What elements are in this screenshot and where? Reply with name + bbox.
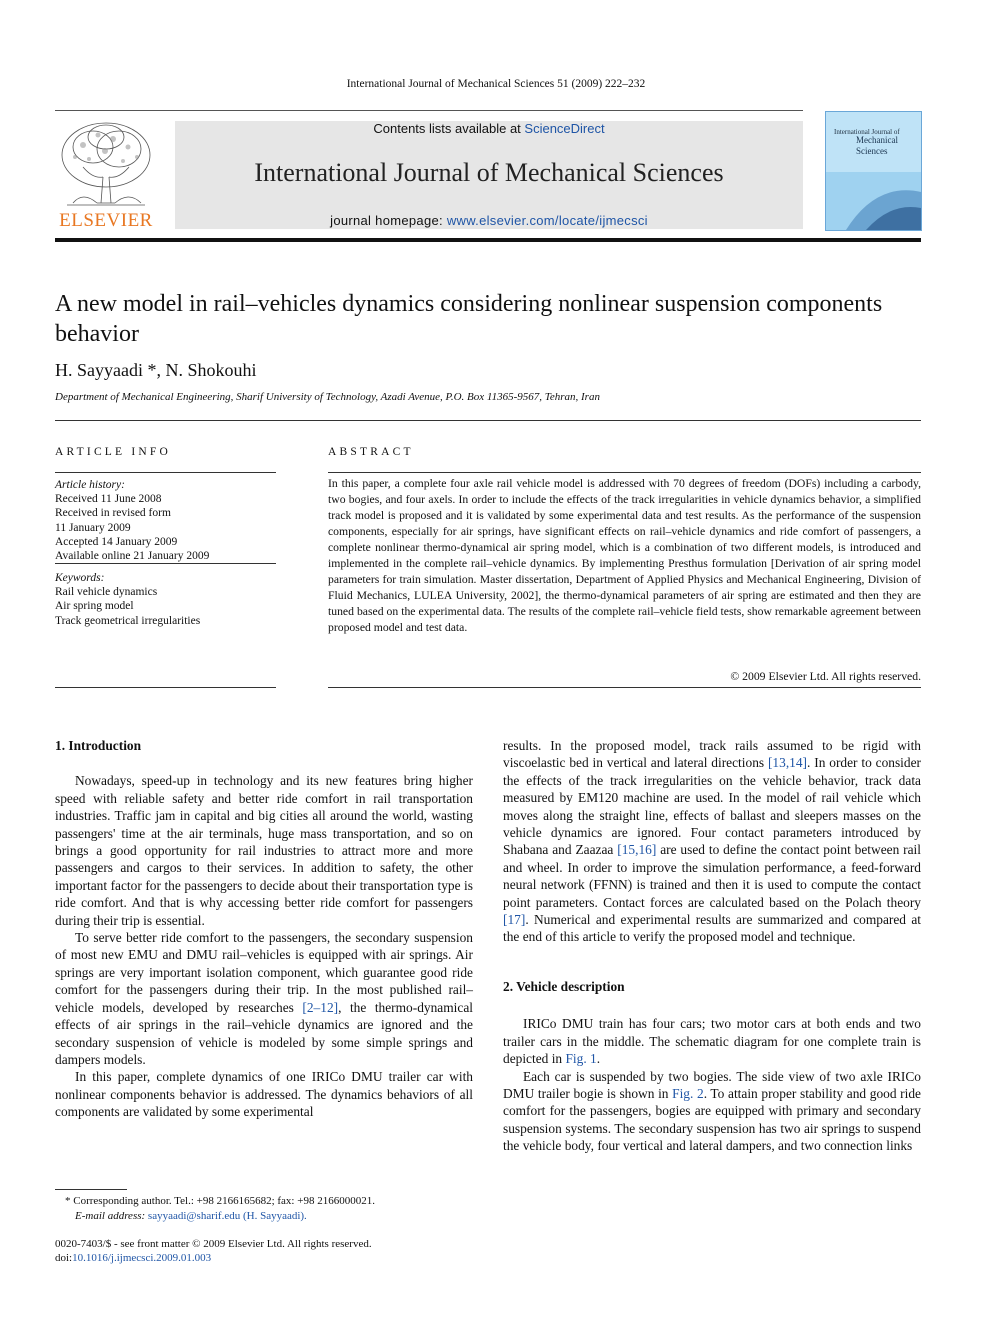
article-title: A new model in rail–vehicles dynamics considering nonlinear suspension components behavior — [55, 291, 883, 347]
info-bottom-rule — [55, 687, 276, 688]
cover-graphic — [826, 172, 921, 230]
footnote-rule — [55, 1189, 127, 1190]
affiliation: Department of Mechanical Engineering, Sharif University of Technology, Azadi Avenue, P.O. Box 11365-9567, Tehran, Iran — [55, 391, 600, 403]
abstract-bottom-rule — [328, 687, 921, 688]
contents-line: Contents lists available at ScienceDirect — [373, 121, 605, 136]
keyword-item: Air spring model — [55, 600, 134, 613]
doi-line: doi:10.1016/j.ijmecsci.2009.01.003 — [55, 1252, 212, 1264]
issn-line: 0020-7403/$ - see front matter © 2009 Elsevier Ltd. All rights reserved. — [55, 1238, 372, 1250]
abstract-heading: ABSTRACT — [328, 446, 414, 458]
corresponding-author-note: * Corresponding author. Tel.: +98 2166165682; fax: +98 2166000021. — [65, 1195, 375, 1207]
history-line: Accepted 14 January 2009 — [55, 535, 178, 548]
publisher-wordmark: ELSEVIER — [59, 210, 153, 231]
keywords: Keywords: Rail vehicle dynamics Air spring model Track geometrical irregularities — [55, 571, 276, 628]
history-line: Received 11 June 2008 — [55, 493, 162, 506]
homepage-link[interactable]: www.elsevier.com/locate/ijmecsci — [446, 213, 648, 228]
history-line: 11 January 2009 — [55, 521, 131, 534]
masthead-rule — [55, 238, 921, 242]
article-history: Article history: Received 11 June 2008 Received in revised form 11 January 2009 Accepted 14 January 2009 Available online 21 January 2009 — [55, 478, 276, 563]
header-rule — [55, 110, 803, 111]
citation-link[interactable]: [17] — [503, 912, 526, 928]
paragraph: In this paper, complete dynamics of one IRICo DMU trailer car with nonlinear components behavior is addressed. The dynamics behaviors of all components are validated by some experimental — [55, 1069, 473, 1120]
article-info-heading: ARTICLE INFO — [55, 446, 171, 458]
history-line: Received in revised form — [55, 507, 171, 520]
keyword-item: Rail vehicle dynamics — [55, 586, 158, 599]
paragraph: Nowadays, speed-up in technology and its new features bring higher speed with reliable safety and better ride comfort in rail transportation industries. Traffic jam in capital and big cities all around the world, wasting passengers' time at the air terminals, huge mass transportation, and so on brings a good opportunity for rail industries to attract more and more passengers and cargos to their services. In addition to safety, the other important factor for the passengers to decide about their transportation type is ride comfort. And that is why accessing better ride comfort for passengers during their trip is essential. — [55, 773, 473, 928]
doi-link[interactable]: 10.1016/j.ijmecsci.2009.01.003 — [72, 1252, 212, 1264]
article-info-rule — [55, 472, 276, 473]
figure-link[interactable]: Fig. 2 — [672, 1085, 704, 1101]
keyword-item: Track geometrical irregularities — [55, 614, 201, 627]
citation-link[interactable]: [13,14] — [767, 755, 808, 771]
history-line: Available online 21 January 2009 — [55, 550, 210, 563]
paragraph: IRICo DMU train has four cars; two motor cars at both ends and two trailer cars in the middle. The schematic diagram for one complete train is depicted in Fig. 1. — [503, 1016, 921, 1067]
abstract-copyright: © 2009 Elsevier Ltd. All rights reserved. — [730, 670, 921, 683]
paragraph: To serve better ride comfort to the passengers, the secondary suspension of most new EMU and DMU rail–vehicles is equipped with air springs. Air springs are very important isolation component, which guarantee good ride comfort for the passengers during their trip. In the most published rail–vehicle models, developed by researches [2–12], the thermo-dynamical effects of air springs in the rail–vehicle dynamics are ignored and the secondary suspension of vehicle is modeled by some simple springs and dampers models. — [55, 930, 473, 1067]
section-heading-vehicle-description: 2. Vehicle description — [503, 978, 625, 994]
keywords-rule — [55, 563, 276, 564]
email-link[interactable]: sayyaadi@sharif.edu (H. Sayyaadi). — [147, 1210, 307, 1222]
paragraph: results. In the proposed model, track rails assumed to be rigid with viscoelastic bed in vertical and lateral directions [13,14]. In order to consider the effects of the track irregularities on the vehicle behavior, track data measured by EM120 machine are used. In the model of rail vehicle which moves along the straight line, effects of ballast and sleepers masses on the vehicle dynamics are ignored. Four contact parameters introduced by Shabana and Zaazaa [15,16] are used to define the contact point between rail and wheel. In order to improve the simulation performance, a feed-forward neural network (FFNN) is trained and then it is used to compute the contact point parameters. Contact forces are calculated based on the Polach theory [17]. Numerical and experimental results are summarized and compared at the end of this article to verify the proposed model and technique. — [503, 738, 922, 945]
email-note: E-mail address: sayyaadi@sharif.edu (H. Sayyaadi). — [75, 1210, 307, 1222]
abstract-text: In this paper, a complete four axle rail vehicle model is addressed with 70 degrees of freedom (DOFs) including a carbody, two bogies, and four axels. In order to include the effects of the track irregularities in vehicle dynamics behavior, a simplified track model is proposed and it is validated by some experimental data and test results. As the performance of the suspension components, especially for air springs, have significant effects on rail–vehicle dynamics and ride comfort of passengers, a complete nonlinear thermo-dynamical air spring model, which is a combination of two different models, is introduced and implemented in the complete rail–vehicle dynamics. By implementing Presthus formulation [Derivation of air spring model parameters for train simulation. Master dissertation, Department of Applied Physics and Mechanical Engineering, Division of Fluid Mechanics, LULEA University, 2002], the thermo-dynamical parameters of air spring are estimated and then they are tuned based on the experimental data. The results of the complete rail–vehicle field tests, show remarkable agreement between proposed model and test data. — [328, 477, 921, 634]
section-heading-introduction: 1. Introduction — [55, 738, 142, 753]
right-column — [503, 737, 921, 1155]
abstract-rule — [328, 472, 921, 473]
citation-link[interactable]: [2–12] — [302, 999, 339, 1015]
title-rule — [55, 420, 921, 421]
sciencedirect-link[interactable]: ScienceDirect — [524, 121, 605, 136]
running-head: International Journal of Mechanical Sciences 51 (2009) 222–232 — [346, 78, 646, 90]
figure-link[interactable]: Fig. 1 — [565, 1051, 597, 1067]
citation-link[interactable]: [15,16] — [617, 842, 657, 858]
paragraph: Each car is suspended by two bogies. The side view of two axle IRICo DMU trailer bogie is shown in Fig. 2. To attain proper stability and good ride comfort for the passengers, bogies are equipped with primary and secondary suspension systems. The secondary suspension has two air springs to suspend the vehicle body, four vertical and lateral dampers, and two connection links — [503, 1068, 921, 1154]
journal-title: International Journal of Mechanical Sciences — [254, 158, 724, 187]
author-list: H. Sayyaadi *, N. Shokouhi — [55, 360, 257, 380]
homepage-line: journal homepage: www.elsevier.com/locate/ijmecsci — [330, 213, 648, 228]
journal-cover-image: International Journal of Mechanical Sciences — [825, 111, 922, 231]
left-column — [55, 737, 473, 1121]
